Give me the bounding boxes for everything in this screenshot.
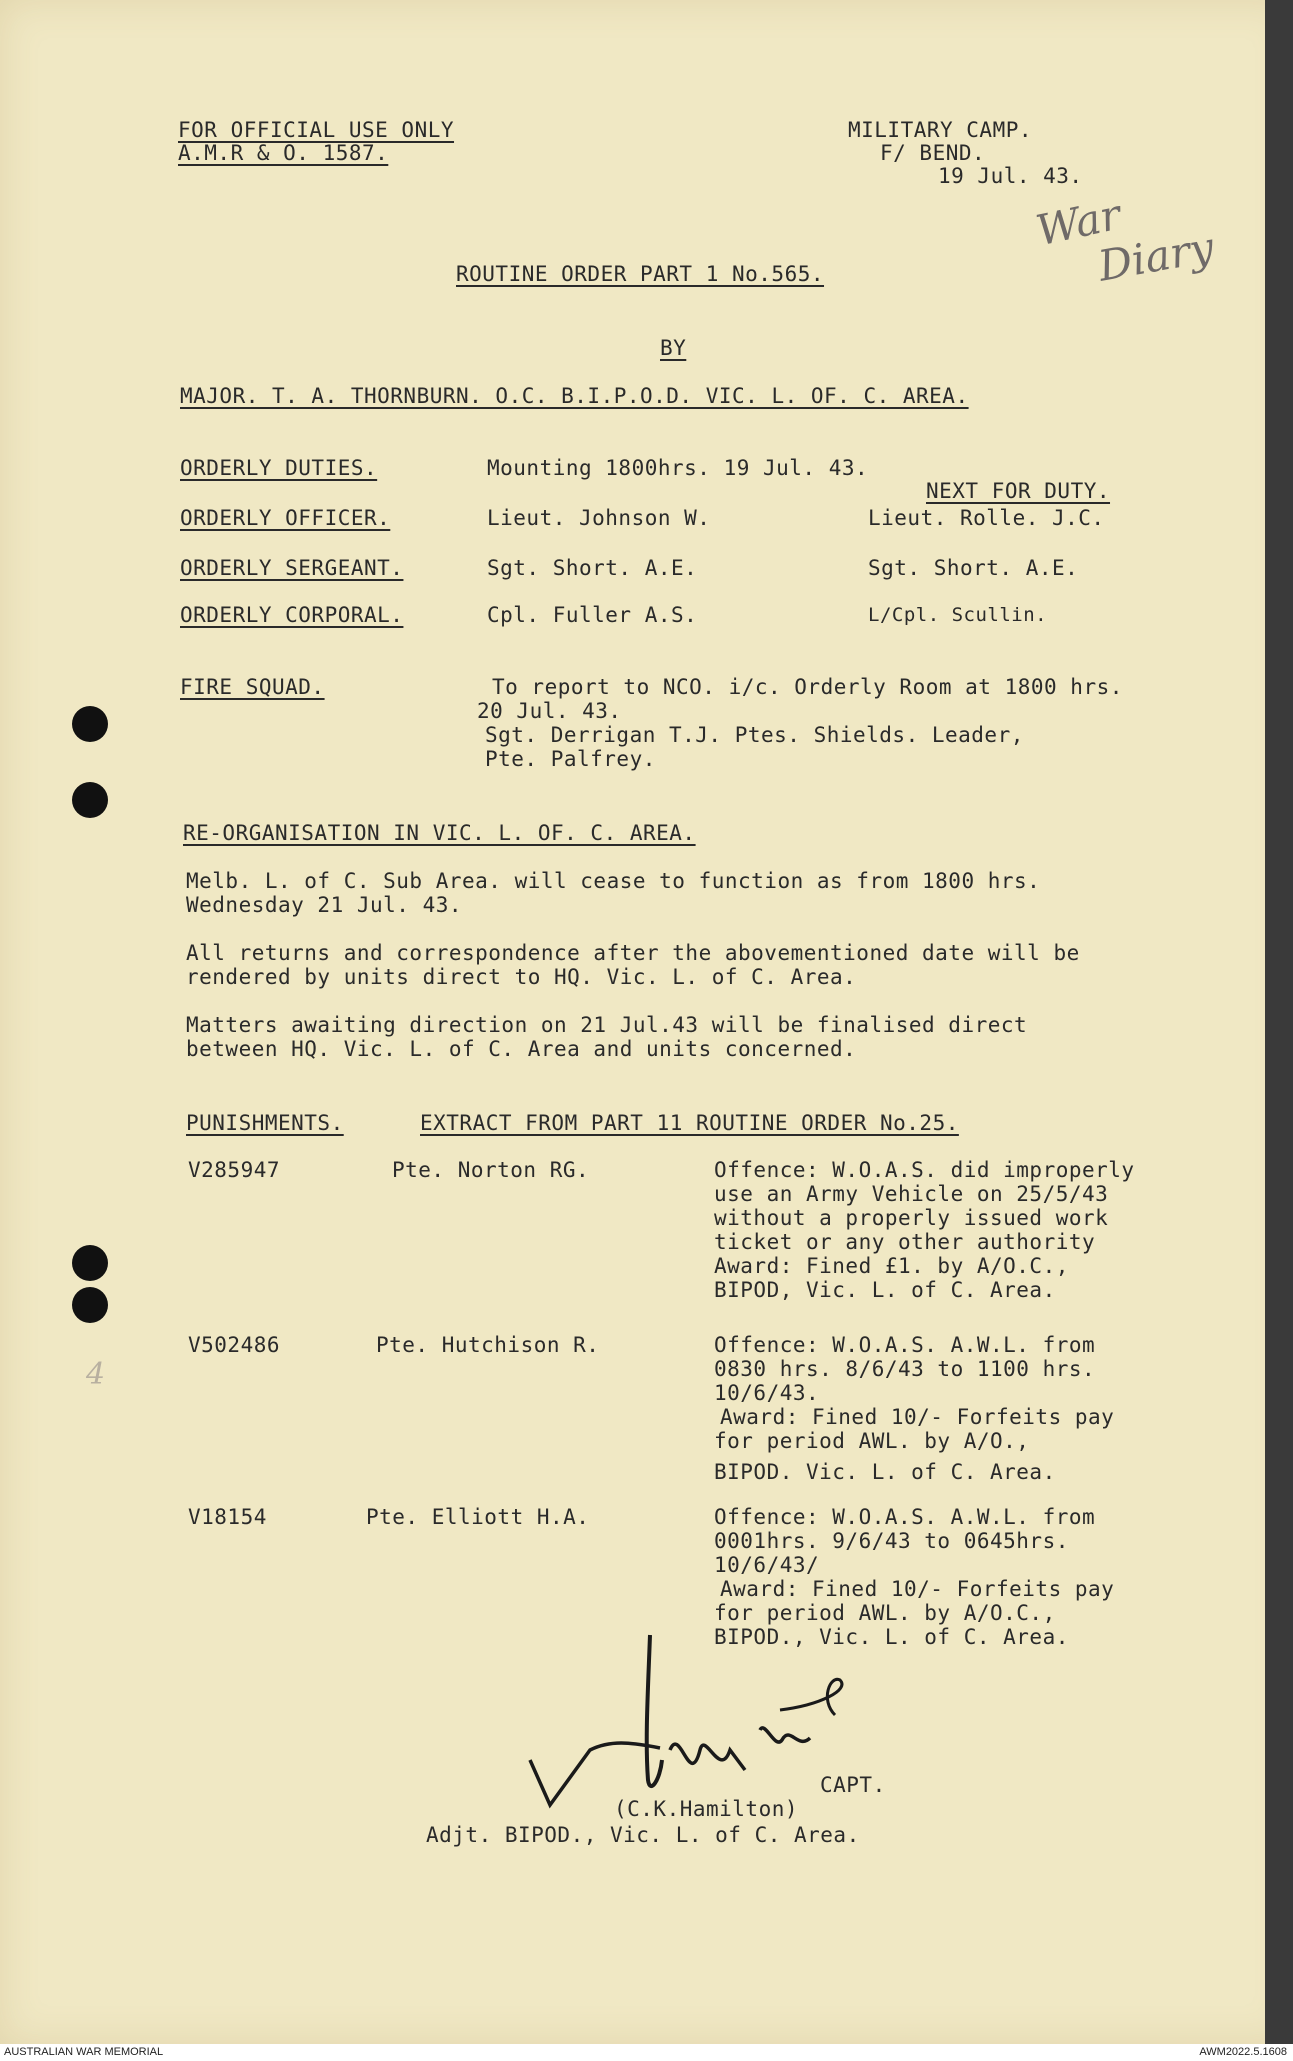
header-location: MILITARY CAMP.	[848, 118, 1033, 142]
reorganisation-text: Melb. L. of C. Sub Area. will cease to function as from 1800 hrs.	[186, 869, 1041, 893]
signatory-rank: CAPT.	[820, 1773, 886, 1797]
award-line: Award: Fined £1. by A/O.C.,	[714, 1254, 1069, 1278]
duty-label: ORDERLY OFFICER.	[180, 506, 391, 530]
reorganisation-text: All returns and correspondence after the abovementioned date will be	[186, 941, 1080, 965]
binder-hole	[72, 1245, 108, 1281]
reorganisation-text: Matters awaiting direction on 21 Jul.43 will be finalised direct	[186, 1013, 1028, 1037]
duty-value: Cpl. Fuller A.S.	[487, 603, 698, 627]
signatory-name: (C.K.Hamilton)	[614, 1797, 799, 1821]
archive-reference: AWM2022.5.1608	[1199, 2046, 1287, 2058]
header-location-sub: F/ BEND.	[880, 141, 986, 165]
offence-line: ticket or any other authority	[714, 1230, 1096, 1254]
archive-footer	[0, 2044, 1293, 2061]
duty-label: ORDERLY SERGEANT.	[180, 556, 404, 580]
award-line: BIPOD, Vic. L. of C. Area.	[714, 1278, 1056, 1302]
archive-name: AUSTRALIAN WAR MEMORIAL	[4, 2046, 164, 2058]
binder-hole	[72, 1287, 108, 1323]
handwritten-diary: Diary	[1094, 222, 1218, 291]
award-line: for period AWL. by A/O.,	[714, 1429, 1030, 1453]
offence-line: use an Army Vehicle on 25/5/43	[714, 1182, 1109, 1206]
service-number: V18154	[188, 1505, 267, 1529]
offence-line: Offence: W.O.A.S. A.W.L. from	[714, 1333, 1096, 1357]
fire-squad-line: To report to NCO. i/c. Orderly Room at 1800 hrs.	[492, 675, 1123, 699]
offence-line: Offence: W.O.A.S. A.W.L. from	[714, 1505, 1096, 1529]
duty-label: ORDERLY CORPORAL.	[180, 603, 404, 627]
award-line: Award: Fined 10/- Forfeits pay	[720, 1405, 1115, 1429]
service-number: V502486	[188, 1333, 281, 1357]
duty-next: L/Cpl. Scullin.	[868, 604, 1048, 626]
duty-next: Lieut. Rolle. J.C.	[868, 506, 1105, 530]
award-line: Award: Fined 10/- Forfeits pay	[720, 1577, 1115, 1601]
margin-pencil-mark: 4	[86, 1357, 106, 1392]
offence-line: 10/6/43/	[714, 1553, 820, 1577]
issuer-line: MAJOR. T. A. THORNBURN. O.C. B.I.P.O.D. VIC. L. OF. C. AREA.	[180, 384, 969, 408]
duty-value: Sgt. Short. A.E.	[487, 556, 698, 580]
reorganisation-text: between HQ. Vic. L. of C. Area and units concerned.	[186, 1037, 857, 1061]
signatory-title: Adjt. BIPOD., Vic. L. of C. Area.	[426, 1823, 860, 1847]
fire-squad-label: FIRE SQUAD.	[180, 675, 325, 699]
offender-name: Pte. Norton RG.	[392, 1158, 590, 1182]
header-official-use: FOR OFFICIAL USE ONLY	[178, 118, 455, 142]
header-date: 19 Jul. 43.	[938, 164, 1083, 188]
offender-name: Pte. Elliott H.A.	[366, 1505, 590, 1529]
offence-line: without a properly issued work	[714, 1206, 1109, 1230]
fire-squad-line: 20 Jul. 43.	[477, 699, 622, 723]
reorganisation-heading: RE-ORGANISATION IN VIC. L. OF. C. AREA.	[183, 821, 696, 845]
offence-line: 0001hrs. 9/6/43 to 0645hrs.	[714, 1529, 1069, 1553]
offence-line: 0830 hrs. 8/6/43 to 1100 hrs.	[714, 1357, 1096, 1381]
handwritten-war: War	[1031, 189, 1125, 256]
next-for-duty-heading: NEXT FOR DUTY.	[926, 479, 1111, 503]
duty-next: Sgt. Short. A.E.	[868, 556, 1079, 580]
binder-hole	[72, 782, 108, 818]
duty-value: Lieut. Johnson W.	[487, 506, 711, 530]
punishments-heading: PUNISHMENTS.	[186, 1111, 344, 1135]
award-line: BIPOD., Vic. L. of C. Area.	[714, 1625, 1069, 1649]
header-reference: A.M.R & O. 1587.	[178, 141, 389, 165]
punishments-extract: EXTRACT FROM PART 11 ROUTINE ORDER No.25.	[420, 1111, 959, 1135]
document-title: ROUTINE ORDER PART 1 No.565.	[456, 262, 825, 286]
reorganisation-text: Wednesday 21 Jul. 43.	[186, 893, 463, 917]
award-line: for period AWL. by A/O.C.,	[714, 1601, 1056, 1625]
reorganisation-text: rendered by units direct to HQ. Vic. L. of C. Area.	[186, 965, 857, 989]
duty-value: Mounting 1800hrs. 19 Jul. 43.	[487, 456, 869, 480]
offender-name: Pte. Hutchison R.	[376, 1333, 600, 1357]
binder-hole	[72, 706, 108, 742]
by-label: BY	[660, 336, 687, 360]
offence-line: 10/6/43.	[714, 1381, 820, 1405]
offence-line: Offence: W.O.A.S. did improperly	[714, 1158, 1135, 1182]
fire-squad-line: Pte. Palfrey.	[485, 747, 656, 771]
duty-label: ORDERLY DUTIES.	[180, 456, 378, 480]
service-number: V285947	[188, 1158, 281, 1182]
page-edge	[1265, 0, 1293, 2044]
award-line: BIPOD. Vic. L. of C. Area.	[714, 1460, 1056, 1484]
fire-squad-line: Sgt. Derrigan T.J. Ptes. Shields. Leader,	[485, 723, 1024, 747]
